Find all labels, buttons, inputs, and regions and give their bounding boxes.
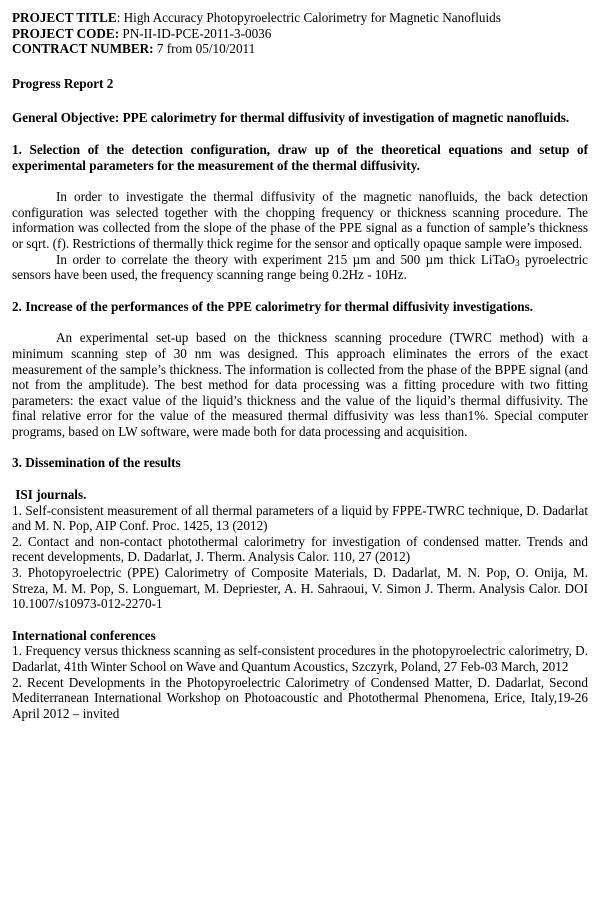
conference-item-1: 1. Frequency versus thickness scanning as self-consistent procedures in the photopyroelectric calorimetry, D. Dadarlat, 41th Winter School on Wave and Quantum Acoustics, Szczyrk, Poland, 27 Feb-03 March, 2012	[12, 643, 588, 674]
section1-paragraph2	[12, 252, 588, 283]
section2-heading: 2. Increase of the performances of the PPE calorimetry for thermal diffusivity investigations.	[12, 298, 534, 314]
section1-paragraph2-start: In order to correlate the theory with experiment 215 µm and 500 µm thick LiTaO	[56, 251, 516, 267]
section1-heading: 1. Selection of the detection configuration, draw up of the theoretical equations and setup of experimental parameters for the measurement of the thermal diffusivity.	[12, 141, 588, 173]
project-title-label: PROJECT TITLE	[12, 10, 117, 25]
section1-paragraph2-end: pyroelectric sensors have been used, the frequency scanning range being 0.2Hz - 10Hz.	[12, 251, 588, 283]
section3-heading: 3. Dissemination of the results	[12, 455, 181, 471]
project-title-line	[12, 10, 588, 26]
isi-item-3: 3. Photopyroelectric (PPE) Calorimetry of Composite Materials, D. Dadarlat, M. N. Pop, O. Onija, M. Streza, M. M. Pop, S. Longuemart, M. Depriester, A. H. Sahraoui, V. Simon J. Therm. Analysis Calor. DOI 10.1007/s10973-012-2270-1	[12, 565, 588, 612]
contract-number-line	[12, 41, 588, 57]
conference-item-2: 2. Recent Developments in the Photopyroelectric Calorimetry of Condensed Matter, D. Dadarlat, Second Mediterranean International Workshop on Photoacoustic and Photothermal Phenomena, Erice, Italy,19-26 April 2012 – invited	[12, 674, 588, 721]
project-code-label: PROJECT CODE:	[12, 25, 120, 41]
litao-subscript: 3	[515, 257, 520, 268]
general-objective: General Objective: PPE calorimetry for thermal diffusivity of investigation of magnetic nanofluids.	[12, 110, 570, 126]
isi-item-2: 2. Contact and non-contact photothermal calorimetry for investigation of condensed matter. Trends and recent developments, D. Dadarlat, J. Therm. Analysis Calor. 110, 27 (2012)	[12, 533, 588, 565]
isi-journals-heading: ISI journals.	[12, 487, 87, 503]
section2-paragraph: An experimental set-up based on the thickness scanning procedure (TWRC method) with a minimum scanning step of 30 nm was designed. This approach eliminates the errors of the exact measurement of the sample’s thickness. The information is collected from the phase of the BPPE signal (and not from the amplitude). The best method for data processing was a fitting procedure with two fitting parameters: the exact value of the liquid’s thickness and the value of the liquid’s thermal diffusivity. The final relative error for the value of the measured thermal diffusivity was less than1%. Special computer programs, based on LW software, were made both for data processing and acquisition.	[12, 330, 588, 439]
contract-number-value: 7 from 05/10/2011	[153, 41, 256, 57]
international-conferences-heading: International conferences	[12, 627, 156, 643]
contract-number-label: CONTRACT NUMBER:	[12, 41, 154, 57]
project-title-value: : High Accuracy Photopyroelectric Calorimetry for Magnetic Nanofluids	[116, 10, 501, 25]
isi-item-1: 1. Self-consistent measurement of all thermal parameters of a liquid by FPPE-TWRC technique, D. Dadarlat and M. N. Pop, AIP Conf. Proc. 1425, 13 (2012)	[12, 502, 588, 534]
project-code-line	[12, 26, 588, 42]
section1-paragraph1: In order to investigate the thermal diffusivity of the magnetic nanofluids, the back detection configuration was selected together with the chopping frequency or thickness scanning procedure. The information was collected from the slope of the phase of the PPE signal as a function of sample’s thickness or sqrt. (f). Restrictions of thermally thick regime for the sensor and optically opaque sample were imposed.	[12, 189, 588, 251]
report-title: Progress Report 2	[12, 75, 114, 91]
project-code-value: PN-II-ID-PCE-2011-3-0036	[119, 25, 272, 41]
